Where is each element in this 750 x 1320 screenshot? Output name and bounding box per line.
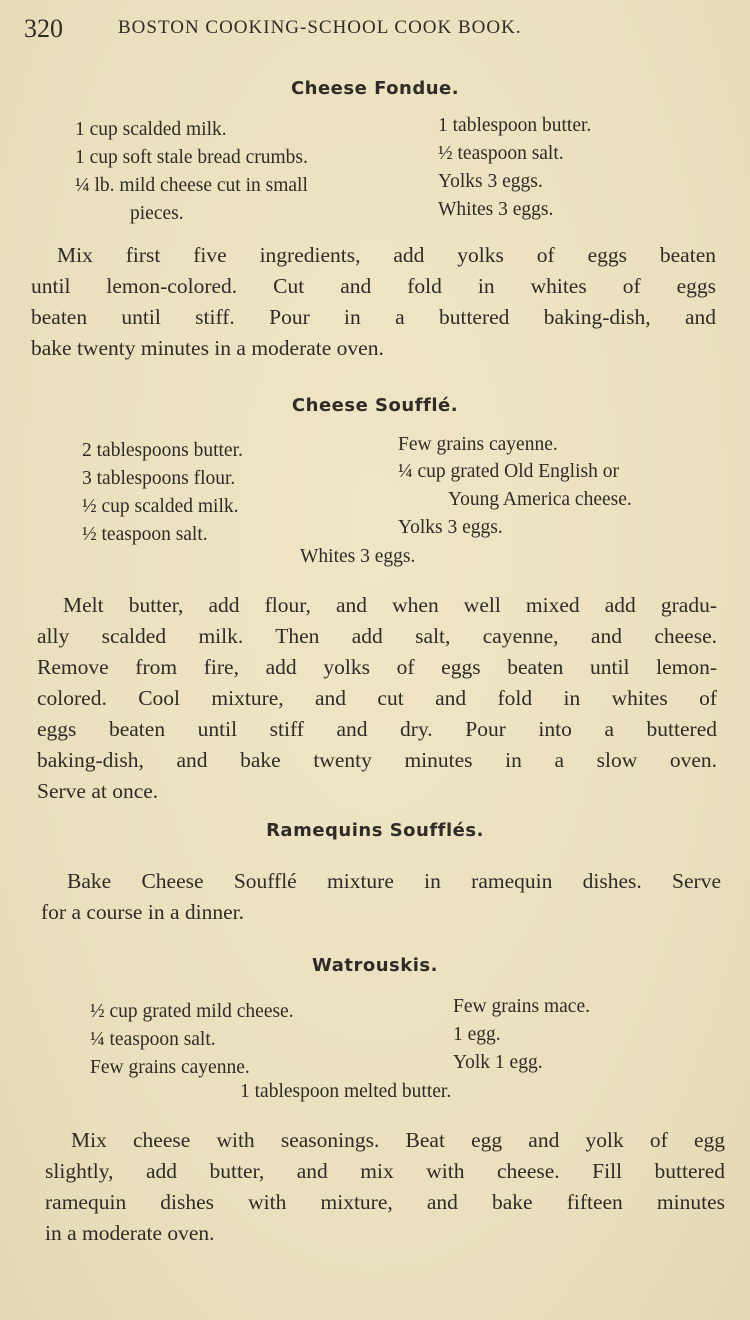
instruction-line: Mix cheese with seasonings. Beat egg and yolk of egg [71,1128,725,1152]
instruction-line: Remove from fire, add yolks of eggs beaten until lemon- [37,655,717,679]
instructions-cheese-souffle [37,590,717,807]
instruction-line: Serve at once. [37,779,159,803]
instruction-line: ally scalded milk. Then add salt, cayenne, and cheese. [37,624,717,648]
ingredient: 2 tablespoons butter. [82,440,243,461]
ingredient-centered: 1 tablespoon melted butter. [240,1081,452,1102]
instruction-line: Mix first five ingredients, add yolks of eggs beaten [57,243,716,267]
instruction-line: colored. Cool mixture, and cut and fold in whites of [37,686,717,710]
recipe-title-cheese-fondue: Cheese Fondue. [290,78,460,99]
ingredient: ½ teaspoon salt. [82,524,208,545]
ingredient: ¼ cup grated Old English or [398,461,619,482]
instruction-line: for a course in a dinner. [41,900,244,924]
ingredient: Few grains mace. [453,996,590,1017]
instruction-line: beaten until stiff. Pour in a buttered baking-dish, and [31,305,716,329]
ingredient: Yolks 3 eggs. [398,517,503,538]
ingredient: 1 tablespoon butter. [438,115,592,136]
ingredient: Yolk 1 egg. [453,1052,543,1073]
ingredient-centered: Whites 3 eggs. [300,546,416,567]
instruction-line: slightly, add butter, and mix with cheese. Fill buttered [45,1159,725,1183]
ingredient: ½ cup grated mild cheese. [90,1001,294,1022]
instructions-cheese-fondue [31,240,716,364]
page-number: 320 [24,14,63,43]
ingredient: Yolks 3 eggs. [438,171,543,192]
instructions-watrouskis [45,1125,725,1249]
instruction-line: baking-dish, and bake twenty minutes in a slow oven. [37,748,717,772]
instruction-line: until lemon-colored. Cut and fold in whites of eggs [31,274,716,298]
ingredient: 1 cup scalded milk. [75,119,227,140]
ingredient: 1 egg. [453,1024,501,1045]
instruction-line: bake twenty minutes in a moderate oven. [31,336,384,360]
ingredient: Few grains cayenne. [398,434,558,455]
instruction-line: Melt butter, add flour, and when well mixed add gradu- [63,593,717,617]
instruction-line: eggs beaten until stiff and dry. Pour into a buttered [37,717,717,741]
ingredient: Few grains cayenne. [90,1057,250,1078]
ingredient: 1 cup soft stale bread crumbs. [75,147,308,168]
instructions-ramequins-souffles [41,866,721,928]
ingredient-continuation: Young America cheese. [448,489,632,510]
ingredient: ¼ teaspoon salt. [90,1029,216,1050]
ingredient: ½ teaspoon salt. [438,143,564,164]
ingredient: Whites 3 eggs. [438,199,554,220]
instruction-line: ramequin dishes with mixture, and bake fifteen minutes [45,1190,725,1214]
ingredient: 3 tablespoons flour. [82,468,236,489]
recipe-title-watrouskis: Watrouskis. [312,955,438,976]
ingredient: ½ cup scalded milk. [82,496,239,517]
instruction-line: in a moderate oven. [45,1221,215,1245]
instruction-line: Bake Cheese Soufflé mixture in ramequin dishes. Serve [67,869,721,893]
ingredient: ¼ lb. mild cheese cut in small [75,175,308,196]
recipe-title-ramequins-souffles: Ramequins Soufflés. [266,820,484,841]
running-title: BOSTON COOKING-SCHOOL COOK BOOK. [118,17,522,38]
recipe-title-cheese-souffle: Cheese Soufflé. [291,395,459,416]
ingredient-continuation: pieces. [130,203,184,224]
